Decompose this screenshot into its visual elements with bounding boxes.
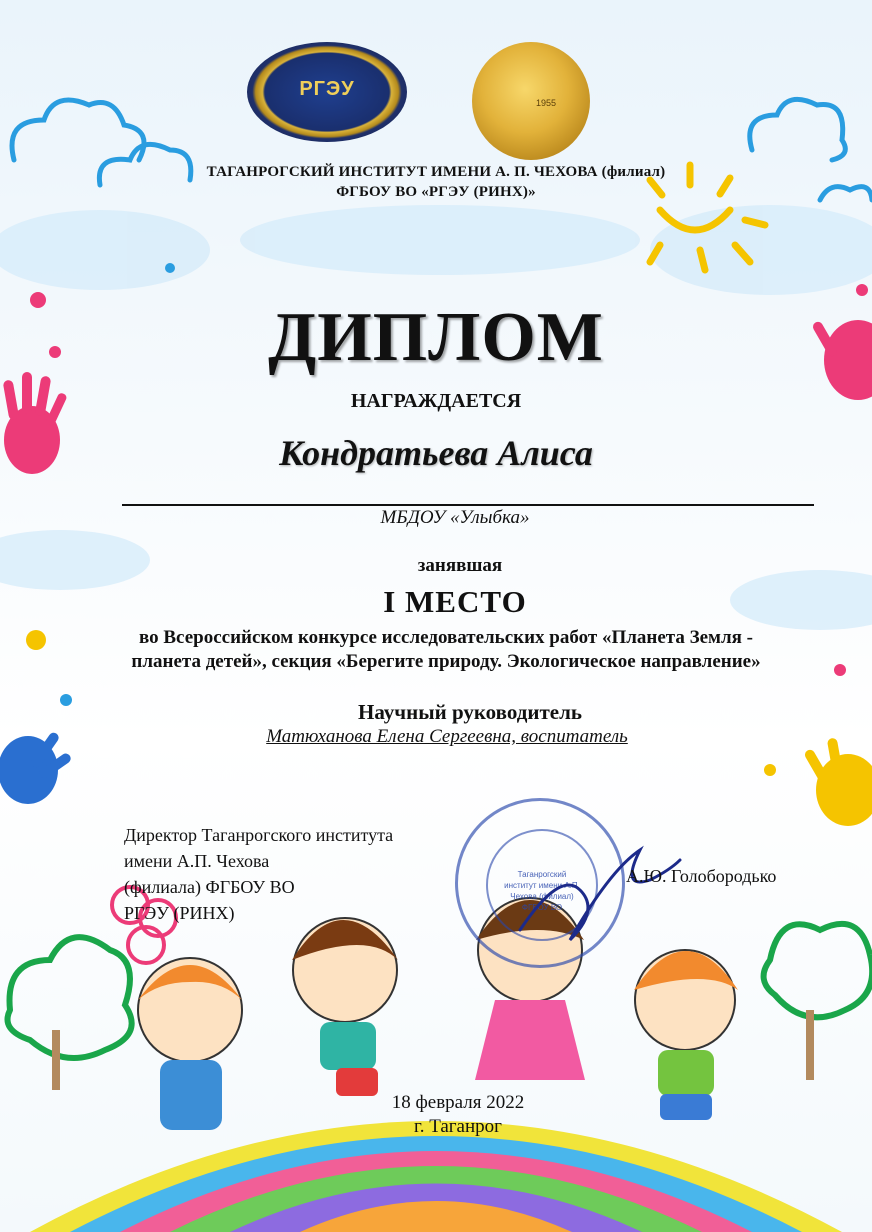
director-line-2: имени А.П. Чехова [124, 851, 270, 871]
logo-year: 1955 [536, 98, 557, 108]
took-label: занявшая [417, 555, 503, 576]
issue-city: г. Таганрог [414, 1116, 502, 1137]
director-title [124, 822, 454, 926]
contest-line-2: планета детей», секция «Берегите природу. Экологическое направление» [131, 651, 761, 672]
issue-date: 18 февраля 2022 [391, 1092, 525, 1113]
diploma-title: ДИПЛОМ [268, 299, 604, 376]
contest-line-1: во Всероссийском конкурсе исследовательских работ «Планета Земля - [139, 627, 753, 648]
organization-name: МБДОУ «Улыбка» [380, 507, 530, 528]
director-line-4: РГЭУ (РИНХ) [124, 903, 235, 923]
director-line-1: Директор Таганрогского института [124, 825, 394, 845]
director-name: А.Ю. Голобородько [626, 866, 777, 886]
supervisor-title: Научный руководитель [358, 700, 582, 724]
stamp-text: Таганрогский институт имени А.П. Чехова (филиал) ФГБОУ ВО [504, 870, 580, 912]
institute-line-2: ФГБОУ ВО «РГЭУ (РИНХ)» [336, 184, 536, 200]
awarded-label: НАГРАЖДАЕТСЯ [350, 390, 522, 412]
place-label: I МЕСТО [383, 584, 527, 619]
institute-line-1: ТАГАНРОГСКИЙ ИНСТИТУТ ИМЕНИ А. П. ЧЕХОВА (филиал) [206, 164, 666, 180]
university-logo-text: РГЭУ [299, 78, 355, 100]
recipient-name: Кондратьева Алиса [279, 433, 593, 473]
director-line-3: (филиала) ФГБОУ ВО [124, 877, 295, 897]
supervisor-name-text: Матюханова Елена Сергеевна, воспитатель [266, 726, 628, 747]
